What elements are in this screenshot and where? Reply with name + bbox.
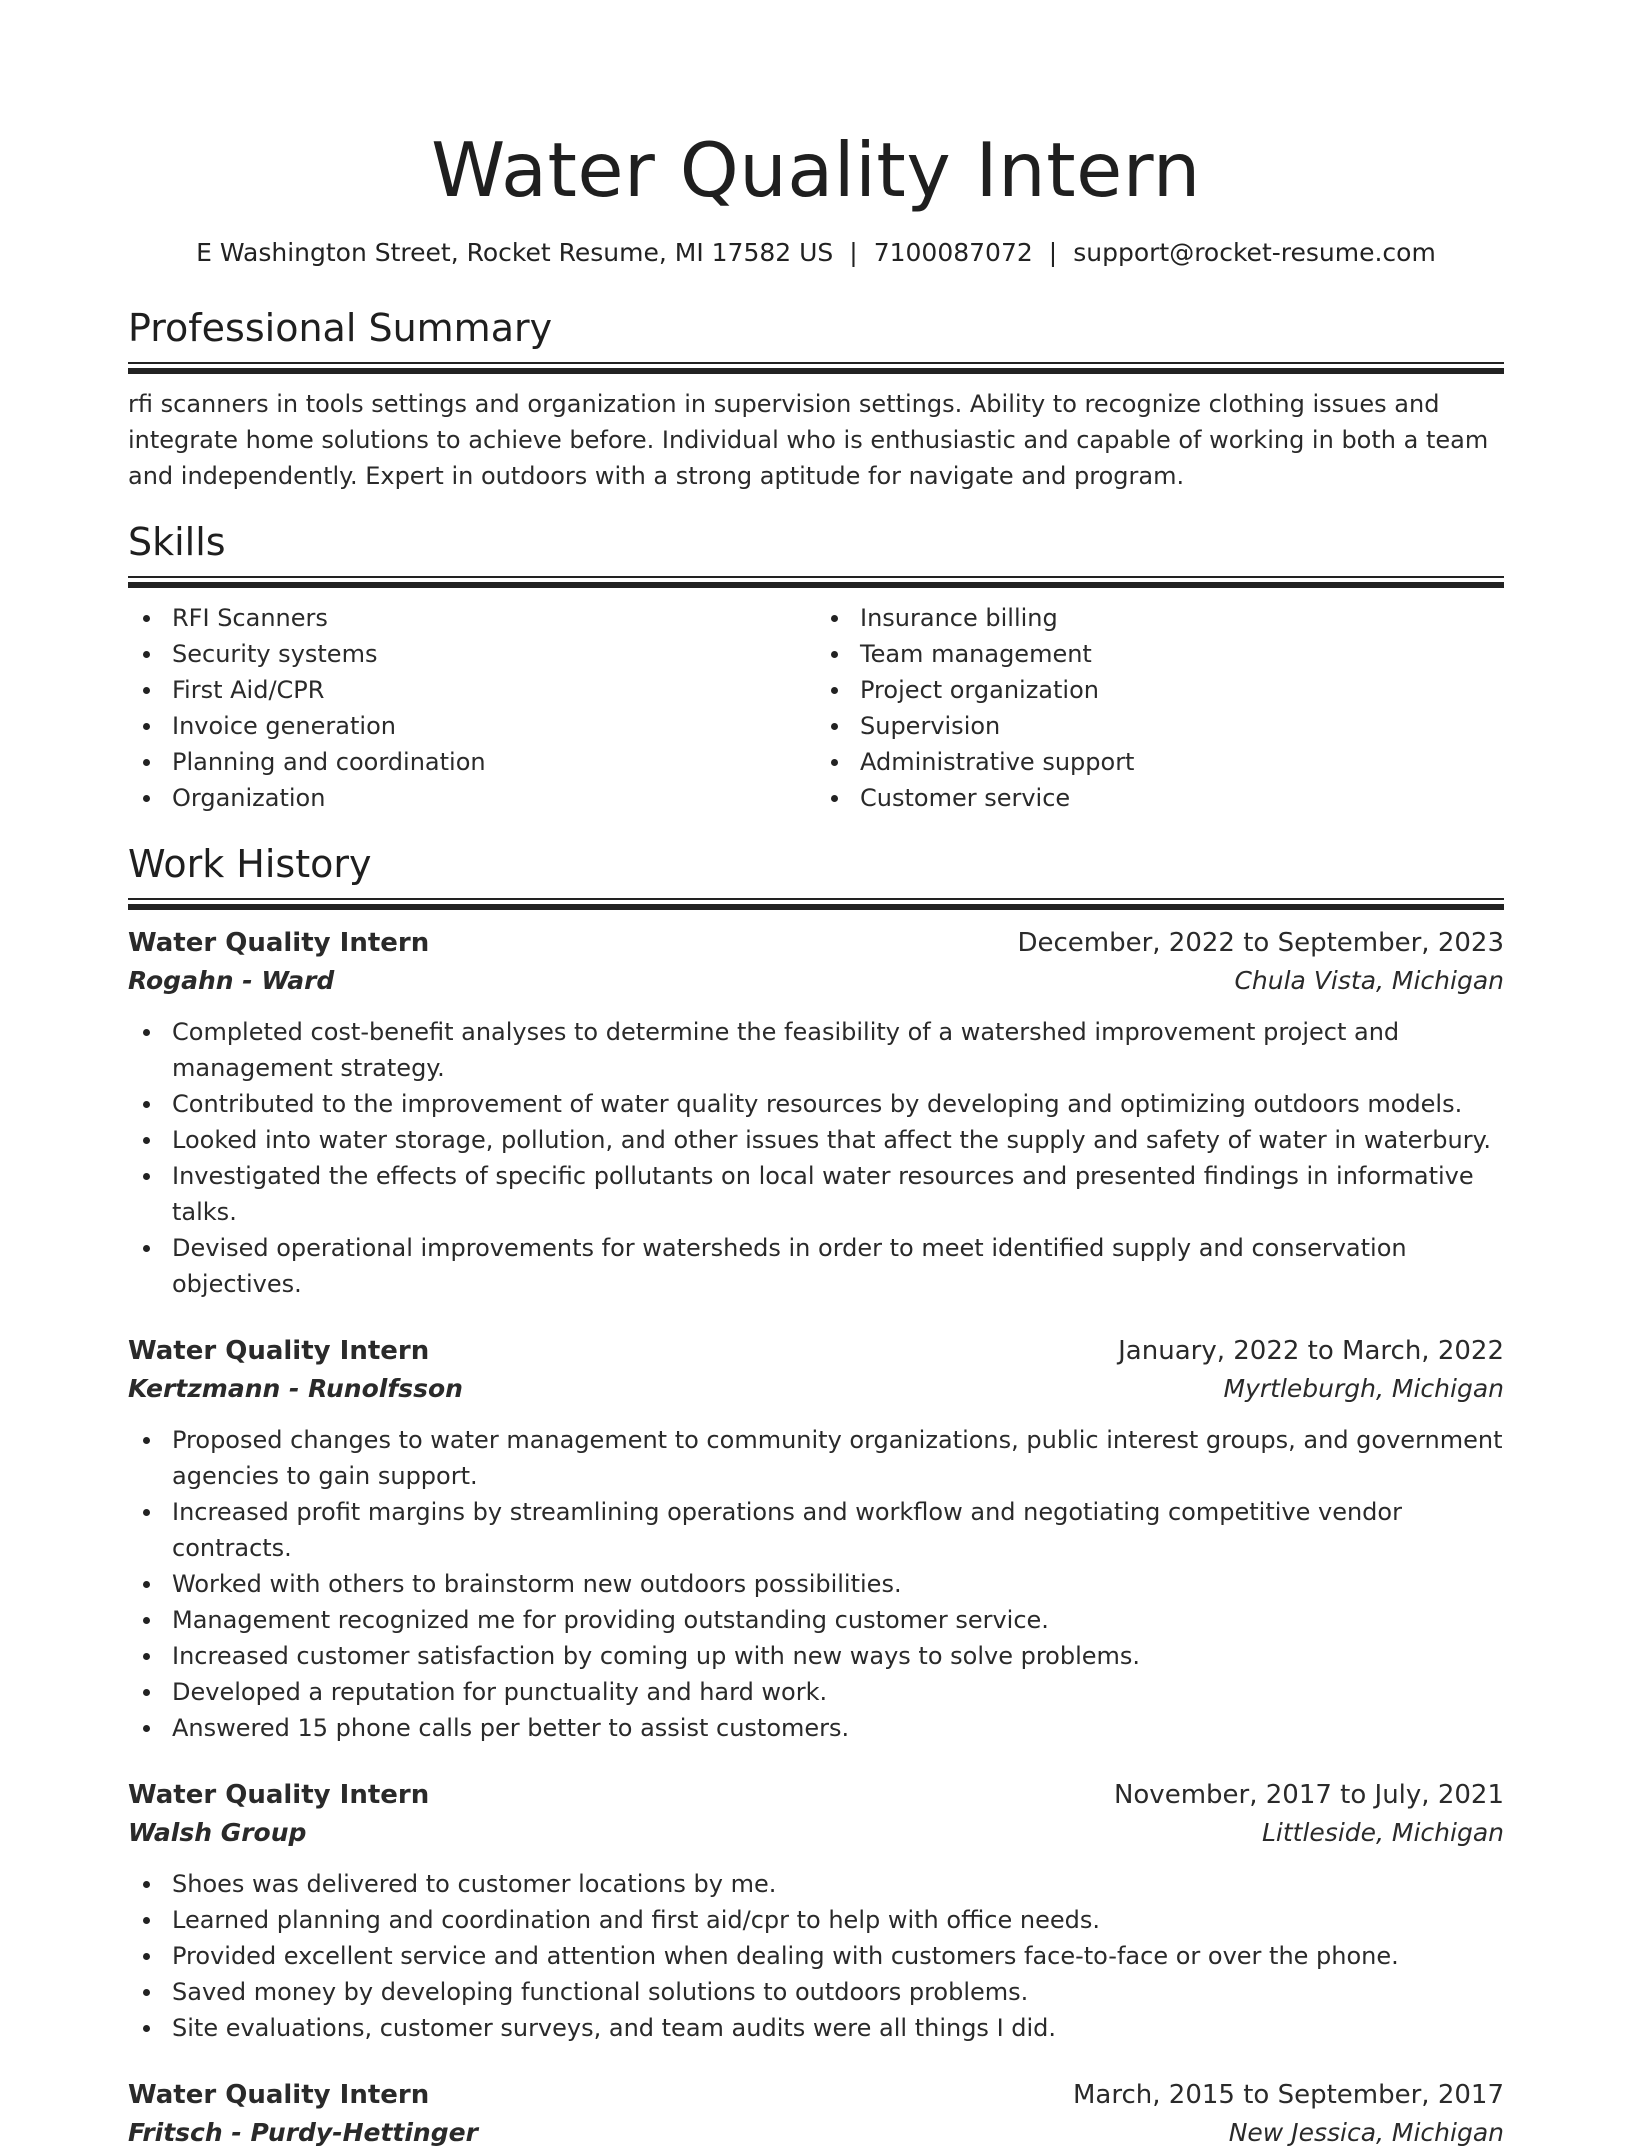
job-bullet: Investigated the effects of specific pollutants on local water resources and presented findings in informative talks. bbox=[128, 1158, 1504, 1230]
skill-item: First Aid/CPR bbox=[128, 672, 816, 708]
job-header bbox=[128, 2076, 1504, 2114]
job-company: Walsh Group bbox=[128, 1818, 307, 1847]
skills-section bbox=[128, 518, 1504, 816]
job-entry bbox=[128, 1776, 1504, 2046]
job-bullet: Management recognized me for providing outstanding customer service. bbox=[128, 1602, 1504, 1638]
section-divider bbox=[128, 898, 1504, 910]
summary-section bbox=[128, 304, 1504, 494]
job-entry bbox=[128, 924, 1504, 1302]
contact-address: E Washington Street, Rocket Resume, MI 17582 US bbox=[196, 238, 834, 267]
job-location: Myrtleburgh, Michigan bbox=[1223, 1374, 1504, 1403]
job-entry bbox=[128, 1332, 1504, 1746]
job-title: Water Quality Intern bbox=[128, 1780, 430, 1810]
job-bullet: Saved money by developing functional solutions to outdoors problems. bbox=[128, 1974, 1504, 2010]
section-title: Professional Summary bbox=[128, 306, 553, 350]
job-subheader bbox=[128, 2114, 1504, 2152]
skill-item: Project organization bbox=[816, 672, 1504, 708]
work-history-section bbox=[128, 840, 1504, 2152]
job-entry bbox=[128, 2076, 1504, 2152]
job-subheader bbox=[128, 1814, 1504, 1852]
contact-line bbox=[128, 236, 1504, 270]
skill-item: Invoice generation bbox=[128, 708, 816, 744]
job-location: Littleside, Michigan bbox=[1261, 1818, 1504, 1847]
skill-item: RFI Scanners bbox=[128, 600, 816, 636]
job-bullets bbox=[128, 1422, 1504, 1746]
job-bullet: Answered 15 phone calls per better to assist customers. bbox=[128, 1710, 1504, 1746]
skills-columns bbox=[128, 600, 1504, 816]
job-bullet: Completed cost-benefit analyses to determine the feasibility of a watershed improvement project and management strategy. bbox=[128, 1014, 1504, 1086]
job-bullet: Looked into water storage, pollution, and other issues that affect the supply and safety of water in waterbury. bbox=[128, 1122, 1504, 1158]
skill-item: Supervision bbox=[816, 708, 1504, 744]
contact-separator: | bbox=[849, 238, 858, 267]
job-location: Chula Vista, Michigan bbox=[1234, 966, 1504, 995]
job-bullet: Site evaluations, customer surveys, and team audits were all things I did. bbox=[128, 2010, 1504, 2046]
job-subheader bbox=[128, 962, 1504, 1000]
section-title: Work History bbox=[128, 842, 372, 886]
job-bullets bbox=[128, 1014, 1504, 1302]
job-dates: January, 2022 to March, 2022 bbox=[1118, 1336, 1504, 1366]
skills-list-left bbox=[128, 600, 816, 816]
skills-list-right bbox=[816, 600, 1504, 816]
summary-text: rfi scanners in tools settings and organization in supervision settings. Ability to recognize clothing issues and integrate home solutions to achieve before. Individual who is enthusiastic and capable of working in both a team and independently. Expert in outdoors with a strong aptitude for navigate and program. bbox=[128, 390, 1489, 490]
skill-item: Insurance billing bbox=[816, 600, 1504, 636]
job-bullet: Developed a reputation for punctuality and hard work. bbox=[128, 1674, 1504, 1710]
job-bullet: Increased customer satisfaction by coming up with new ways to solve problems. bbox=[128, 1638, 1504, 1674]
skill-item: Customer service bbox=[816, 780, 1504, 816]
skill-item: Team management bbox=[816, 636, 1504, 672]
job-header bbox=[128, 1776, 1504, 1814]
contact-separator: | bbox=[1048, 238, 1058, 267]
job-location: New Jessica, Michigan bbox=[1228, 2118, 1504, 2147]
resume-page bbox=[128, 0, 1504, 2152]
job-subheader bbox=[128, 1370, 1504, 1408]
job-bullet: Devised operational improvements for watersheds in order to meet identified supply and conservation objectives. bbox=[128, 1230, 1504, 1302]
candidate-name: Water Quality Intern bbox=[431, 126, 1201, 214]
job-dates: March, 2015 to September, 2017 bbox=[1073, 2080, 1504, 2110]
job-header bbox=[128, 1332, 1504, 1370]
section-divider bbox=[128, 362, 1504, 374]
job-company: Rogahn - Ward bbox=[128, 966, 335, 995]
job-bullet: Worked with others to brainstorm new outdoors possibilities. bbox=[128, 1566, 1504, 1602]
section-title: Skills bbox=[128, 520, 226, 564]
job-title: Water Quality Intern bbox=[128, 2080, 430, 2110]
skill-item: Administrative support bbox=[816, 744, 1504, 780]
skill-item: Organization bbox=[128, 780, 816, 816]
job-bullets bbox=[128, 1866, 1504, 2046]
job-company: Kertzmann - Runolfsson bbox=[128, 1374, 463, 1403]
job-header bbox=[128, 924, 1504, 962]
section-divider bbox=[128, 576, 1504, 588]
contact-email: support@rocket-resume.com bbox=[1073, 238, 1436, 267]
job-dates: November, 2017 to July, 2021 bbox=[1113, 1780, 1504, 1810]
contact-phone: 7100087072 bbox=[873, 238, 1033, 267]
skill-item: Security systems bbox=[128, 636, 816, 672]
job-bullet: Shoes was delivered to customer locations by me. bbox=[128, 1866, 1504, 1902]
job-bullet: Learned planning and coordination and first aid/cpr to help with office needs. bbox=[128, 1902, 1504, 1938]
job-dates: December, 2022 to September, 2023 bbox=[1017, 928, 1504, 958]
job-company: Fritsch - Purdy-Hettinger bbox=[128, 2118, 478, 2147]
job-bullet: Proposed changes to water management to community organizations, public interest groups, and government agencies to gain support. bbox=[128, 1422, 1504, 1494]
job-bullet: Provided excellent service and attention when dealing with customers face-to-face or over the phone. bbox=[128, 1938, 1504, 1974]
skill-item: Planning and coordination bbox=[128, 744, 816, 780]
job-bullet: Increased profit margins by streamlining operations and workflow and negotiating competitive vendor contracts. bbox=[128, 1494, 1504, 1566]
job-title: Water Quality Intern bbox=[128, 928, 430, 958]
job-title: Water Quality Intern bbox=[128, 1336, 430, 1366]
job-bullet: Contributed to the improvement of water quality resources by developing and optimizing outdoors models. bbox=[128, 1086, 1504, 1122]
